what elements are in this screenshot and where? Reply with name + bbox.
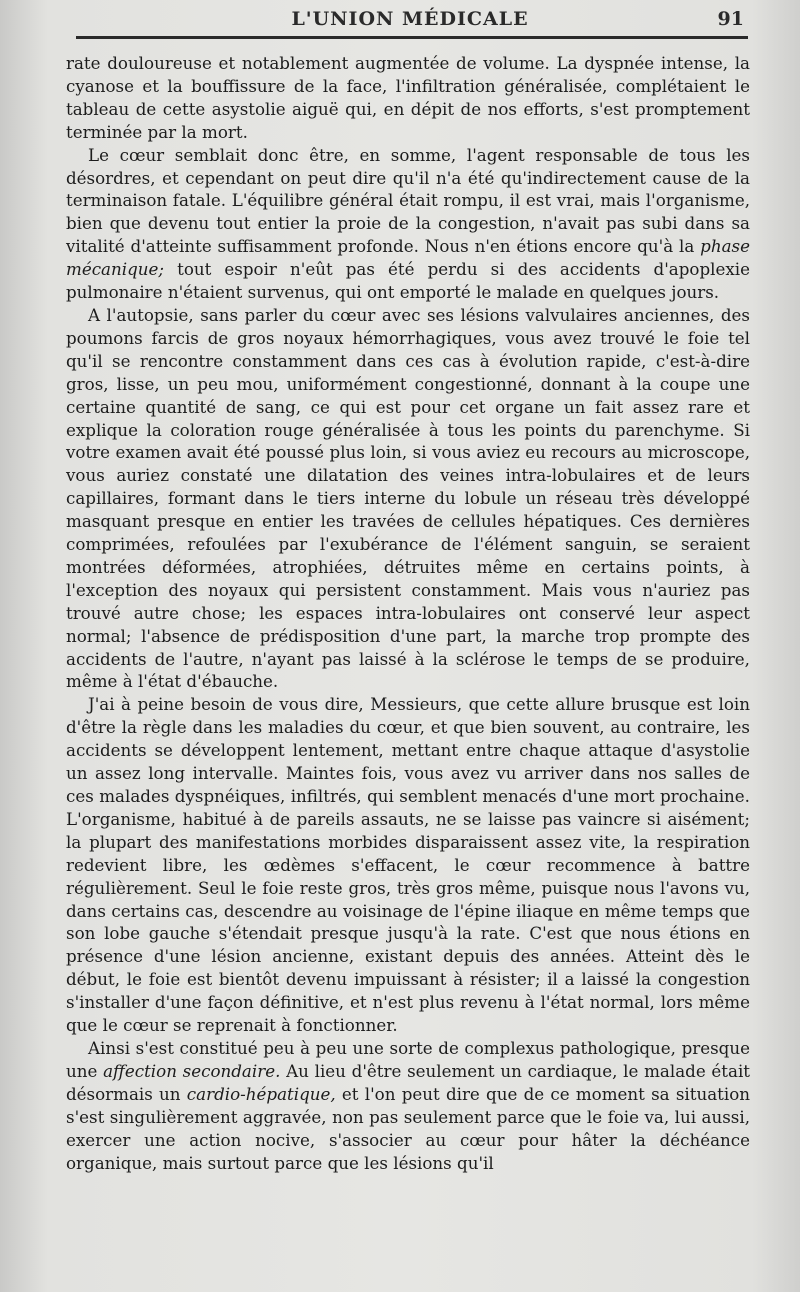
running-title: L'UNION MÉDICALE [291, 8, 529, 30]
text-segment: Le cœur semblait donc être, en somme, l'agent responsable de tous les désordres, et cependant on peut dire qu'il n'a été qu'indirectement cause de la terminaison fatale. L'équilibre général était rompu, il est vrai, mais l'organisme, bien que devenu tout entier la proie de la congestion, n'avait pas subi dans sa vitalité d'atteinte suffisamment profonde. Nous n'en étions encore qu'à la [66, 144, 750, 257]
page-header [70, 8, 750, 36]
italic-text: affection secondaire. [103, 1060, 281, 1081]
header-rule [76, 36, 748, 39]
page-number: 91 [717, 8, 744, 30]
text-segment: Au lieu d'être seulement un cardiaque, le malade était désormais un [66, 1060, 750, 1104]
body-text [66, 52, 750, 1174]
text-segment: et l'on peut dire que de ce moment sa situation s'est singulièrement aggravée, non pas seulement parce que le foie va, lui aussi, exercer une action nocive, s'associer au cœur pour hâter la déchéance organique, mais surtout parce que les lésions qu'il [66, 1083, 750, 1173]
paragraph [66, 304, 750, 693]
text-segment: tout espoir n'eût pas été perdu si des accidents d'apoplexie pulmonaire n'étaient survenus, qui ont emporté le malade en quelques jours. [66, 259, 750, 303]
text-segment: rate douloureuse et notablement augmentée de volume. La dyspnée intense, la cyanose et la bouffissure de la face, l'infiltration généralisée, complétaient le tableau de cette asystolie aiguë qui, en dépit de nos efforts, s'est promptement terminée par la mort. [66, 53, 750, 142]
text-segment: Ainsi s'est constitué peu à peu une sorte de complexus pathologique, presque une [66, 1037, 750, 1081]
paragraph [66, 1037, 750, 1174]
italic-text: phase mécanique; [66, 236, 750, 280]
italic-text: cardio-hépatique, [186, 1083, 336, 1104]
paragraph [66, 693, 750, 1037]
text-segment: A l'autopsie, sans parler du cœur avec ses lésions valvulaires anciennes, des poumons farcis de gros noyaux hémorrhagiques, vous avez trouvé le foie tel qu'il se rencontre constamment dans ces cas à évolution rapide, c'est-à-dire gros, lisse, un peu mou, uniformément congestionné, donnant à la coupe une certaine quantité de sang, ce qui est pour cet organe un fait assez rare et explique la coloration rouge généralisée à tous les points du parenchyme. Si votre examen avait été poussé plus loin, si vous aviez eu recours au microscope, vous auriez constaté une dilatation des veines intra-lobulaires et de leurs capillaires, formant dans le tiers interne du lobule un réseau très développé masquant presque en entier les travées de cellules hépatiques. Ces dernières comprimées, refoulées par l'exubérance de l'élément sanguin, se seraient montrées déformées, atrophiées, détruites même en certains points, à l'exception des noyaux qui persistent constamment. Mais vous n'auriez pas trouvé autre chose; les espaces intra-lobulaires ont conservé leur aspect normal; l'absence de prédisposition d'une part, la marche trop prompte des accidents de l'autre, n'ayant pas laissé à la sclérose le temps de se produire, même à l'état d'ébauche. [66, 304, 750, 692]
paragraph [66, 52, 750, 144]
text-segment: J'ai à peine besoin de vous dire, Messieurs, que cette allure brusque est loin d'être la règle dans les maladies du cœur, et que bien souvent, au contraire, les accidents se développent lentement, mettant entre chaque attaque d'asystolie un assez long intervalle. Maintes fois, vous avez vu arriver dans nos salles de ces malades dyspnéiques, infiltrés, qui semblent menacés d'une mort prochaine. L'organisme, habitué à de pareils assauts, ne se laisse pas vaincre si aisément; la plupart des manifestations morbides disparaissent assez vite, la respiration redevient libre, les œdèmes s'effacent, le cœur recommence à battre régulièrement. Seul le foie reste gros, très gros même, puisque nous l'avons vu, dans certains cas, descendre au voisinage de l'épine iliaque en même temps que son lobe gauche s'étendait presque jusqu'à la rate. C'est que nous étions en présence d'une lésion ancienne, existant depuis des années. Atteint dès le début, le foie est bientôt devenu impuissant à résister; il a laissé la congestion s'installer d'une façon définitive, et n'est plus revenu à l'état normal, lors même que le cœur se reprenait à fonctionner. [66, 694, 750, 1036]
paragraph [66, 144, 750, 304]
